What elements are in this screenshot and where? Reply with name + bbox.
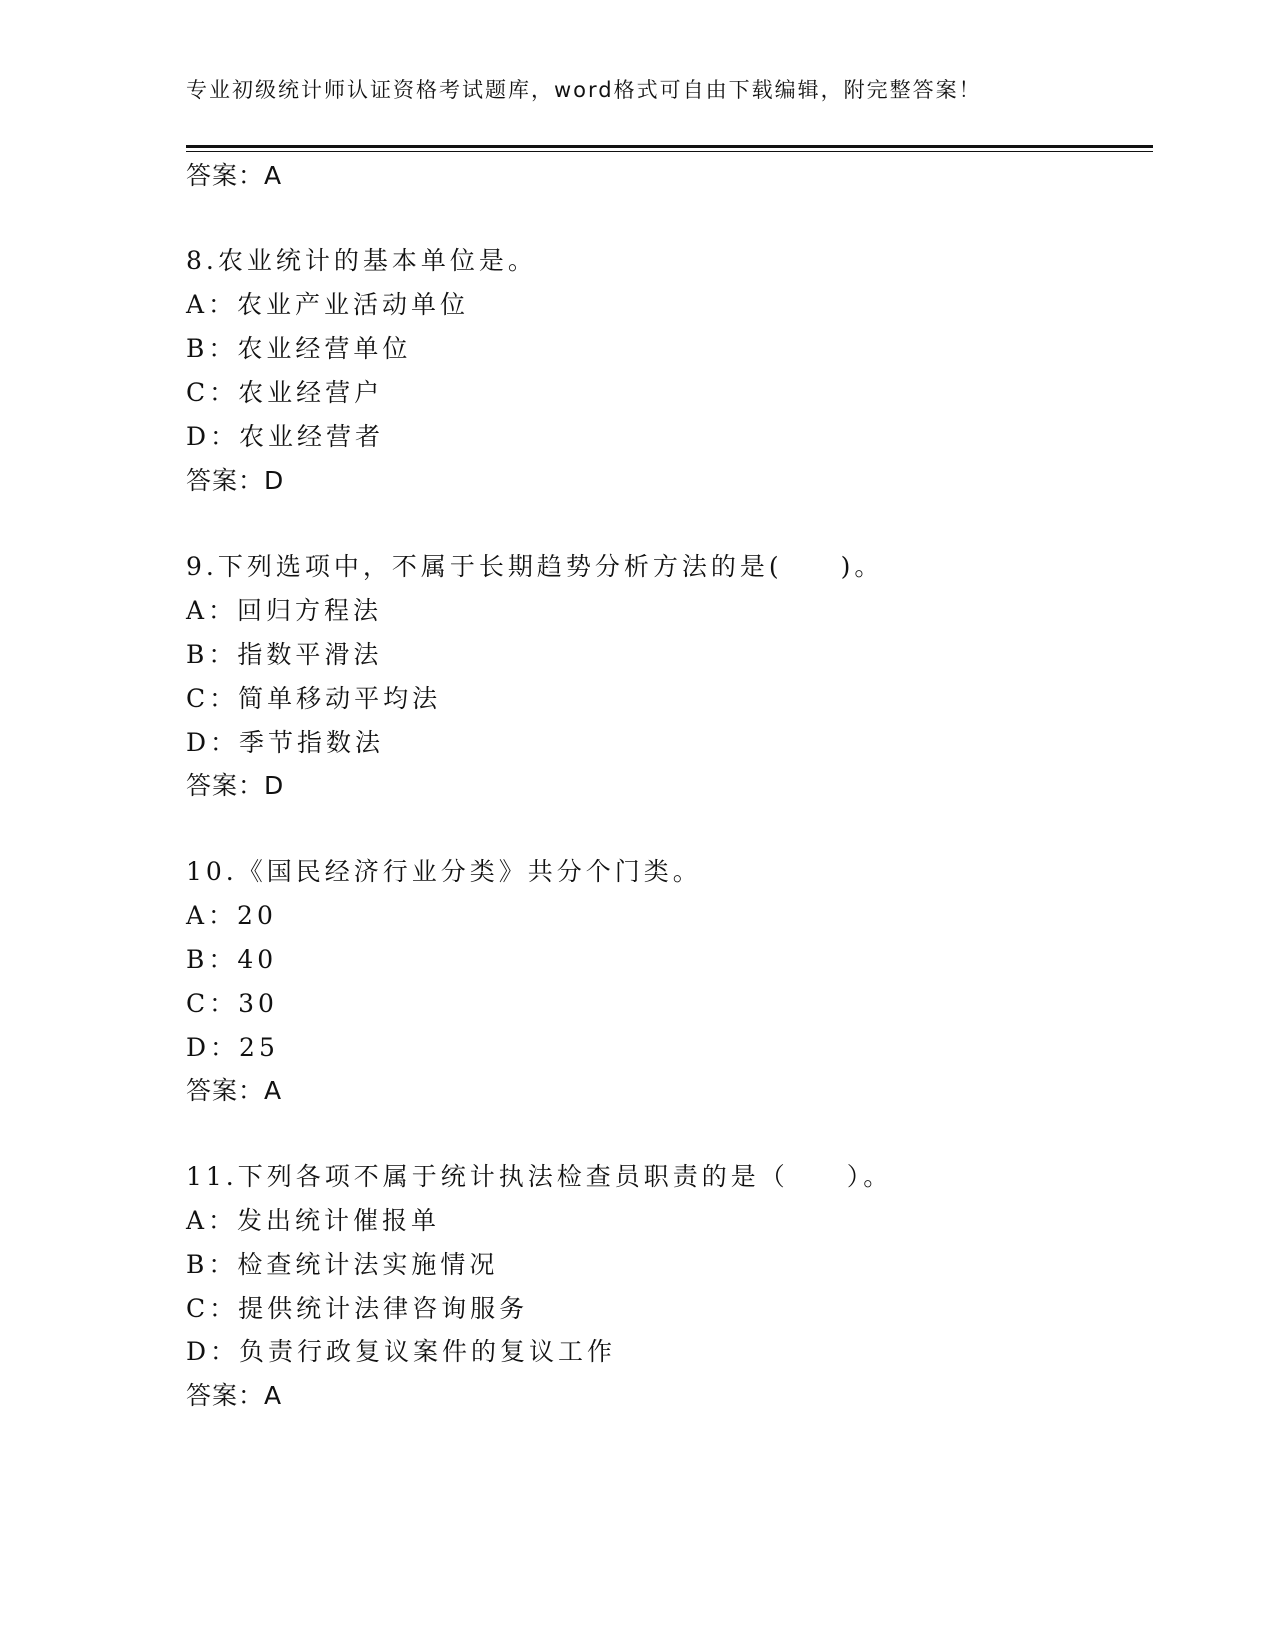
question-9-option-b: B：指数平滑法: [186, 640, 383, 669]
question-8-option-b: B：农业经营单位: [186, 334, 412, 363]
header-divider-thin: [186, 151, 1153, 152]
question-10-answer: 答案：A: [186, 1076, 283, 1105]
page-header: 专业初级统计师认证资格考试题库，word格式可自由下载编辑，附完整答案！: [186, 78, 982, 102]
question-11-option-a: A：发出统计催报单: [186, 1206, 441, 1235]
question-10-option-a: A：20: [186, 901, 277, 930]
question-9-option-d: D：季节指数法: [186, 728, 385, 757]
question-11-option-c: C：提供统计法律咨询服务: [186, 1294, 529, 1323]
question-9-option-a: A：回归方程法: [186, 596, 383, 625]
question-8-option-a: A：农业产业活动单位: [186, 290, 470, 319]
answer-line-prev: 答案：A: [186, 161, 283, 190]
question-8-option-d: D：农业经营者: [186, 422, 385, 451]
question-10-text: 10.《国民经济行业分类》共分个门类。: [186, 857, 702, 886]
question-11-option-d: D：负责行政复议案件的复议工作: [186, 1337, 617, 1366]
question-11-option-b: B：检查统计法实施情况: [186, 1250, 499, 1279]
question-8-option-c: C：农业经营户: [186, 378, 384, 407]
question-9-answer: 答案：D: [186, 771, 285, 800]
question-10-option-d: D：25: [186, 1033, 279, 1062]
question-9-option-c: C：简单移动平均法: [186, 684, 442, 713]
question-8-answer: 答案：D: [186, 466, 285, 495]
question-8-text: 8.农业统计的基本单位是。: [186, 246, 537, 275]
question-9-text: 9.下列选项中，不属于长期趋势分析方法的是( )。: [186, 552, 884, 581]
question-11-text: 11.下列各项不属于统计执法检查员职责的是（ ）。: [186, 1162, 893, 1191]
header-divider-thick: [186, 145, 1153, 148]
question-10-option-b: B：40: [186, 945, 278, 974]
question-10-option-c: C：30: [186, 989, 278, 1018]
question-11-answer: 答案：A: [186, 1381, 283, 1410]
